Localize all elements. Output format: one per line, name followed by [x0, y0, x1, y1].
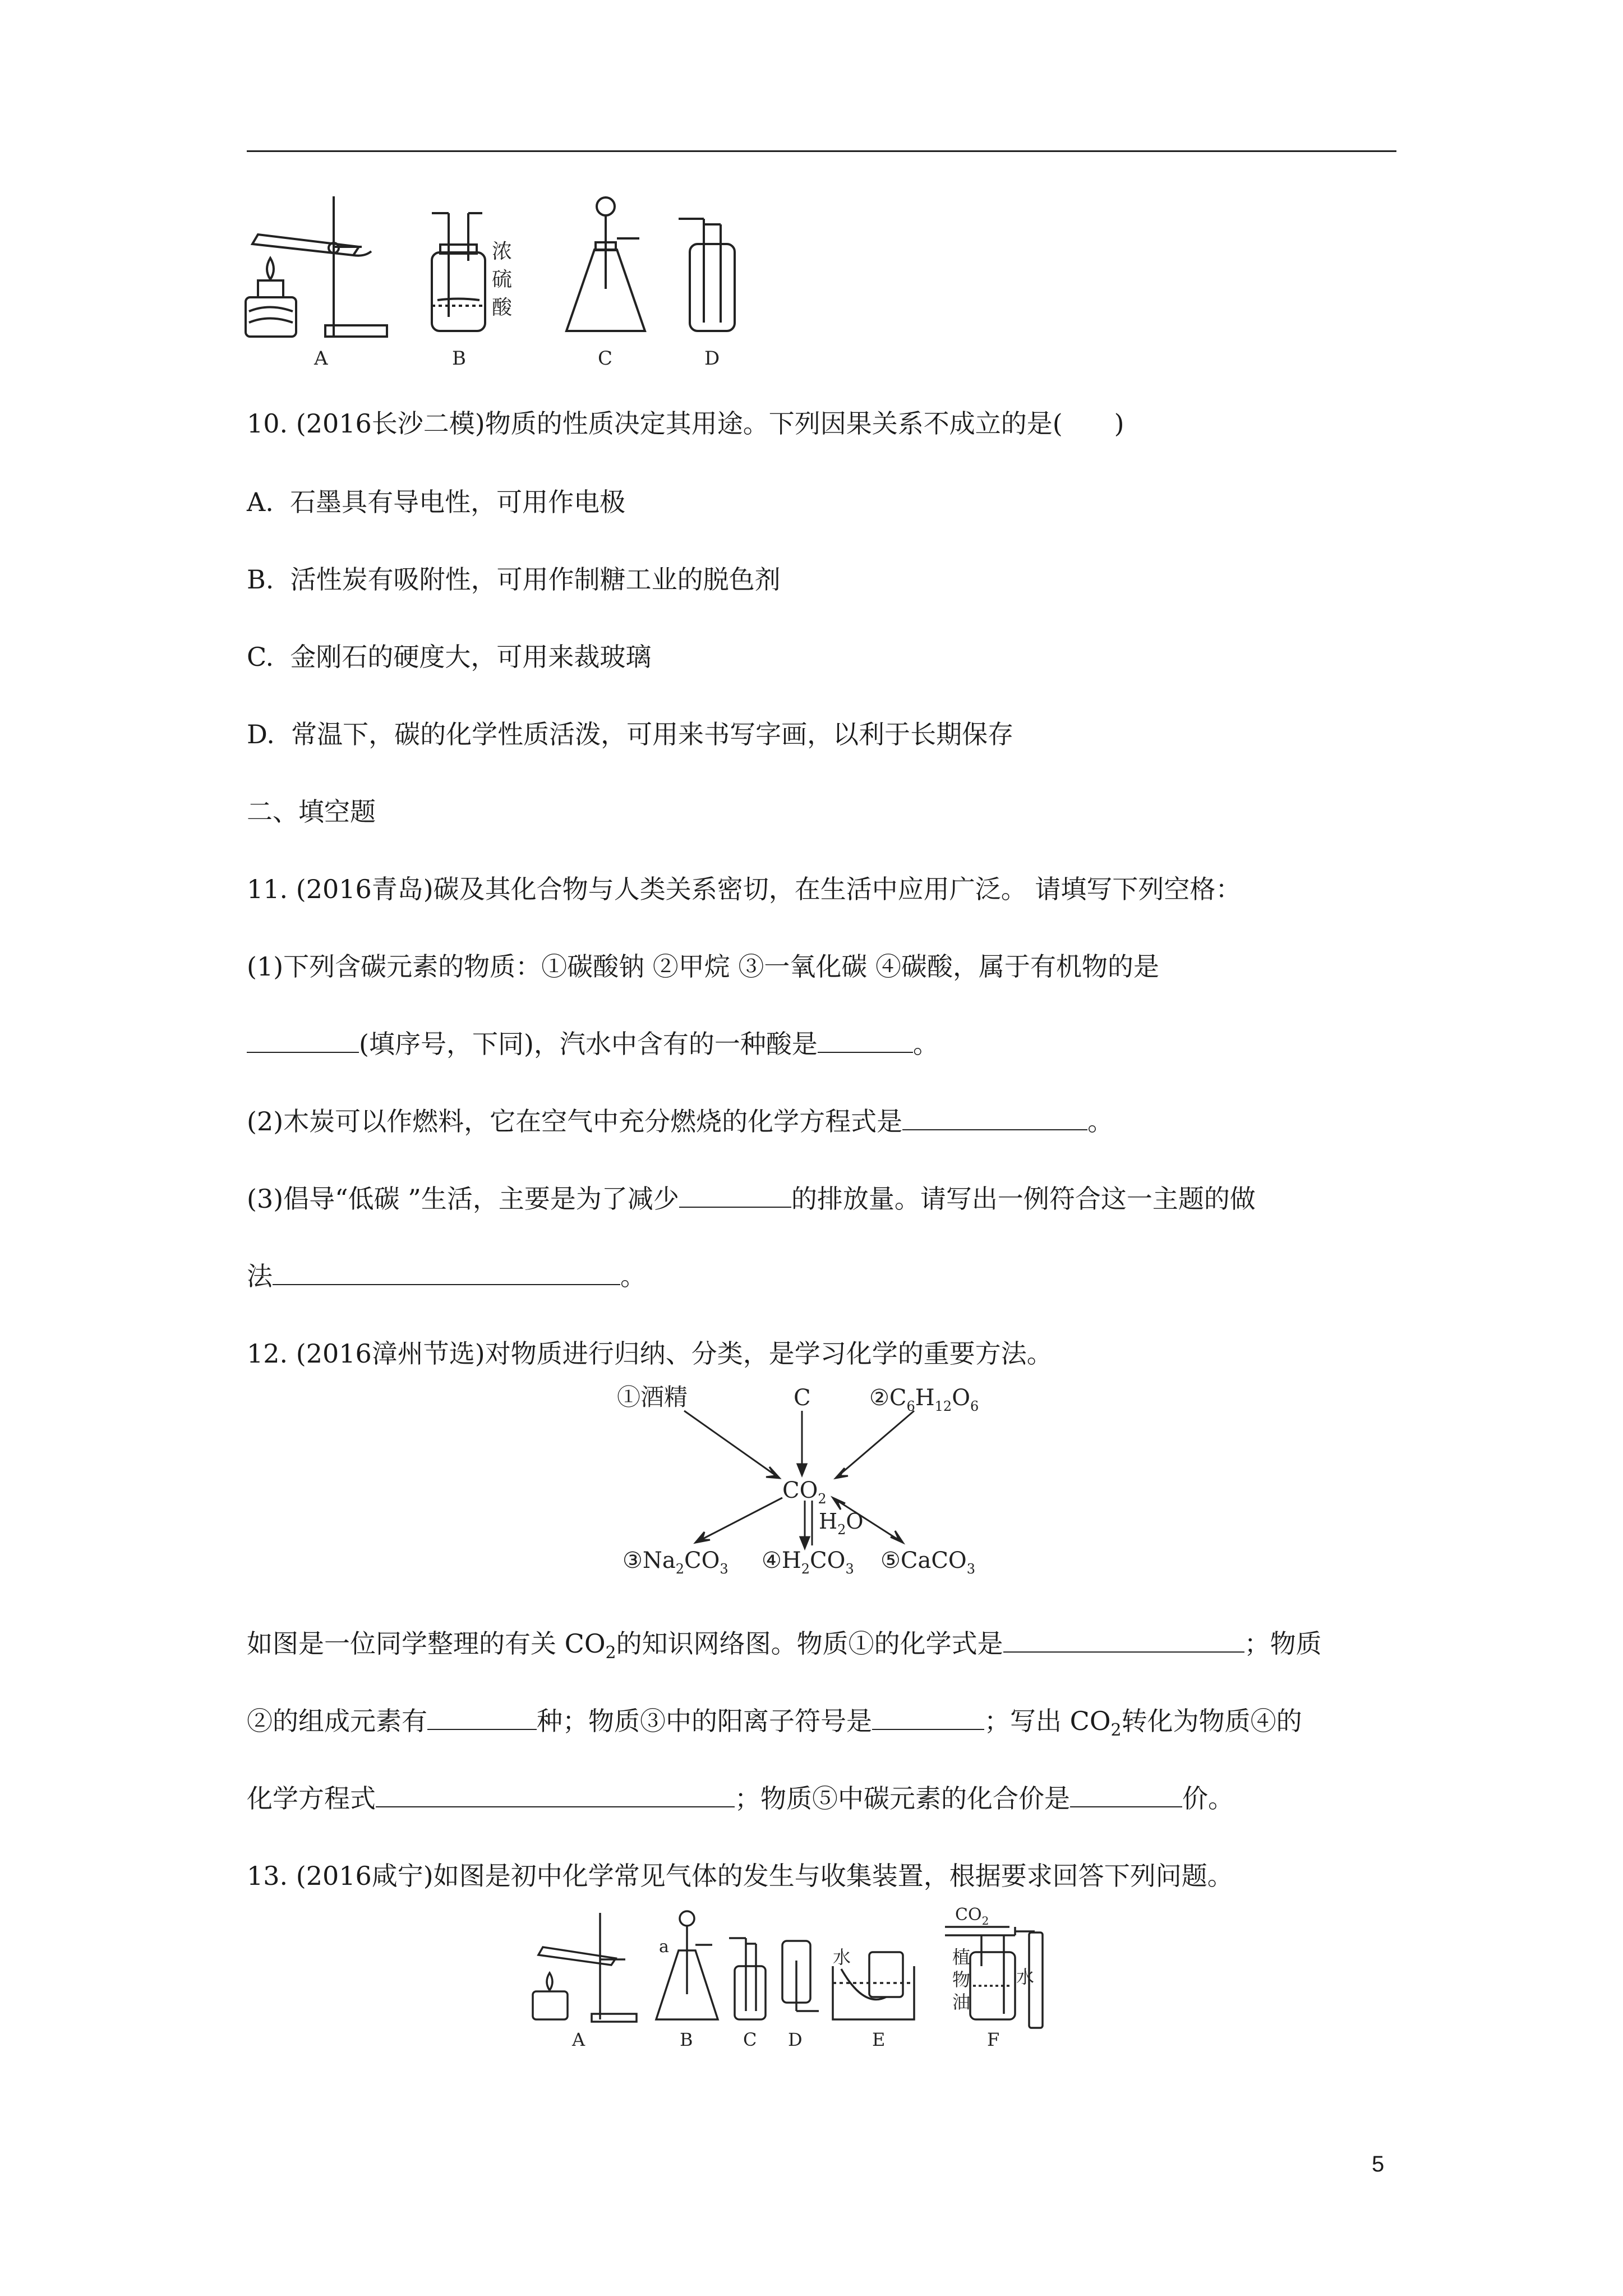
q11-stem: 11. (2016青岛)碳及其化合物与人类关系密切，在生活中应用广泛。 请填写下列空格： [247, 874, 1242, 904]
apparatus-figure-top [241, 191, 836, 376]
fig-label-c: C [743, 2029, 757, 2050]
q11-part2 [247, 1105, 1113, 1138]
fig-label-b: B [452, 347, 466, 370]
answer-blank[interactable] [872, 1706, 984, 1730]
node-c: C [794, 1385, 811, 1411]
fig-b-label-2: 硫 [492, 268, 513, 291]
q11-part3b-end: 。 [620, 1261, 646, 1291]
answer-blank[interactable] [679, 1184, 791, 1208]
node-4: $④H_2CO_3$ [762, 1548, 854, 1577]
node-2: $②C_6H_{12}O_6$ [869, 1385, 979, 1414]
q11-part1: (1)下列含碳元素的物质：①碳酸钠 ②甲烷 ③一氧化碳 ④碳酸，属于有机物的是 [247, 951, 1160, 982]
label-oil-2: 物 [952, 1969, 971, 1990]
answer-blank[interactable] [247, 1029, 359, 1053]
q11-part2-end: 。 [1087, 1106, 1114, 1137]
q12-l3-text: 化学方程式 [247, 1783, 376, 1814]
page-number: 5 [1372, 2152, 1385, 2177]
label-h2o: $H_2O$ [819, 1509, 864, 1538]
q12-l2-text3: ；写出 CO [984, 1706, 1111, 1736]
label-oil-3: 油 [952, 1991, 971, 2013]
q11-part3-text: (3)倡导“低碳 ”生活，主要是为了减少 [247, 1184, 679, 1214]
label-water-e: 水 [833, 1947, 851, 1968]
q12-line3 [247, 1782, 1234, 1815]
co2-network-diagram [611, 1377, 1004, 1579]
q12-l2-text4: 转化为物质④的 [1121, 1706, 1302, 1736]
answer-blank[interactable] [376, 1784, 735, 1807]
apparatus-drawing [241, 191, 836, 376]
q11-part2-text: (2)木炭可以作燃料，它在空气中充分燃烧的化学方程式是 [247, 1106, 903, 1137]
label-a: a [659, 1937, 669, 1957]
subscript: 2 [605, 1643, 616, 1663]
label-oil-1: 植 [952, 1947, 971, 1968]
answer-blank[interactable] [273, 1262, 620, 1285]
section-heading: 二、填空题 [247, 797, 376, 827]
node-co2: $CO_2$ [782, 1478, 827, 1507]
label-co2: $CO_2$ [955, 1905, 989, 1927]
gas-apparatus-figure [527, 1899, 1099, 2056]
node-3: $③Na_2CO_3$ [623, 1548, 728, 1577]
q11-part3-cont [247, 1259, 646, 1293]
fig-label-d: D [704, 347, 720, 370]
answer-blank[interactable] [818, 1029, 913, 1053]
fig-b-label-3: 酸 [492, 296, 513, 319]
fig-label-f: F [987, 2029, 1000, 2050]
fig-label-b: B [680, 2029, 693, 2050]
q13-stem: 13. (2016咸宁)如图是初中化学常见气体的发生与收集装置，根据要求回答下列问题。 [247, 1861, 1233, 1891]
q11-part3b-text: 法 [247, 1261, 273, 1291]
q12-l1-text2: 的知识网络图。物质①的化学式是 [616, 1628, 1003, 1659]
fig-label-c: C [598, 347, 613, 370]
network-drawing [611, 1377, 1004, 1579]
q10-option-c: C. 金刚石的硬度大，可用来裁玻璃 [247, 642, 652, 672]
fig-label-d: D [788, 2029, 803, 2050]
q12-stem: 12. (2016漳州节选)对物质进行归纳、分类，是学习化学的重要方法。 [247, 1338, 1053, 1369]
answer-blank[interactable] [1003, 1629, 1244, 1653]
q11-part1-cont [247, 1027, 939, 1061]
q10-option-d: D. 常温下，碳的化学性质活泼，可用来书写字画，以利于长期保存 [247, 719, 1014, 749]
q11-part3 [247, 1182, 1256, 1216]
q12-line2 [247, 1704, 1302, 1747]
answer-blank[interactable] [1070, 1784, 1182, 1807]
header-rule [247, 150, 1396, 152]
gas-apparatus-drawing [527, 1899, 1099, 2056]
answer-blank[interactable] [902, 1107, 1087, 1130]
node-5: ⑤CaCO$_3$ [880, 1548, 975, 1577]
q11-part1-text: (填序号，下同)，汽水中含有的一种酸是 [359, 1029, 818, 1059]
node-1: ①酒精 [617, 1383, 688, 1411]
q10-option-b: B. 活性炭有吸附性，可用作制糖工业的脱色剂 [247, 564, 781, 595]
q12-l1-text: 如图是一位同学整理的有关 CO [247, 1628, 606, 1659]
q10-option-a: A. 石墨具有导电性，可用作电极 [247, 487, 626, 517]
label-water-f: 水 [1016, 1966, 1035, 1987]
fig-b-label-1: 浓 [492, 240, 513, 263]
fig-label-e: E [872, 2029, 886, 2050]
q12-l3-text2: ；物质⑤中碳元素的化合价是 [735, 1783, 1070, 1814]
fig-label-a: A [572, 2029, 585, 2050]
subscript: 2 [1110, 1720, 1122, 1740]
q11-part1-end: 。 [912, 1029, 939, 1059]
q11-part3-mid: 的排放量。请写出一例符合这一主题的做 [791, 1184, 1256, 1214]
q12-l2-text2: 种；物质③中的阳离子符号是 [537, 1706, 872, 1736]
q12-l1-end: ；物质 [1244, 1628, 1322, 1659]
q10-stem: 10. (2016长沙二模)物质的性质决定其用途。下列因果关系不成立的是( ) [247, 408, 1124, 439]
q12-l3-end: 价。 [1182, 1783, 1234, 1814]
fig-label-a: A [314, 347, 328, 370]
q12-l2-text: ②的组成元素有 [247, 1706, 427, 1736]
answer-blank[interactable] [427, 1706, 537, 1730]
q12-line1 [247, 1627, 1322, 1670]
